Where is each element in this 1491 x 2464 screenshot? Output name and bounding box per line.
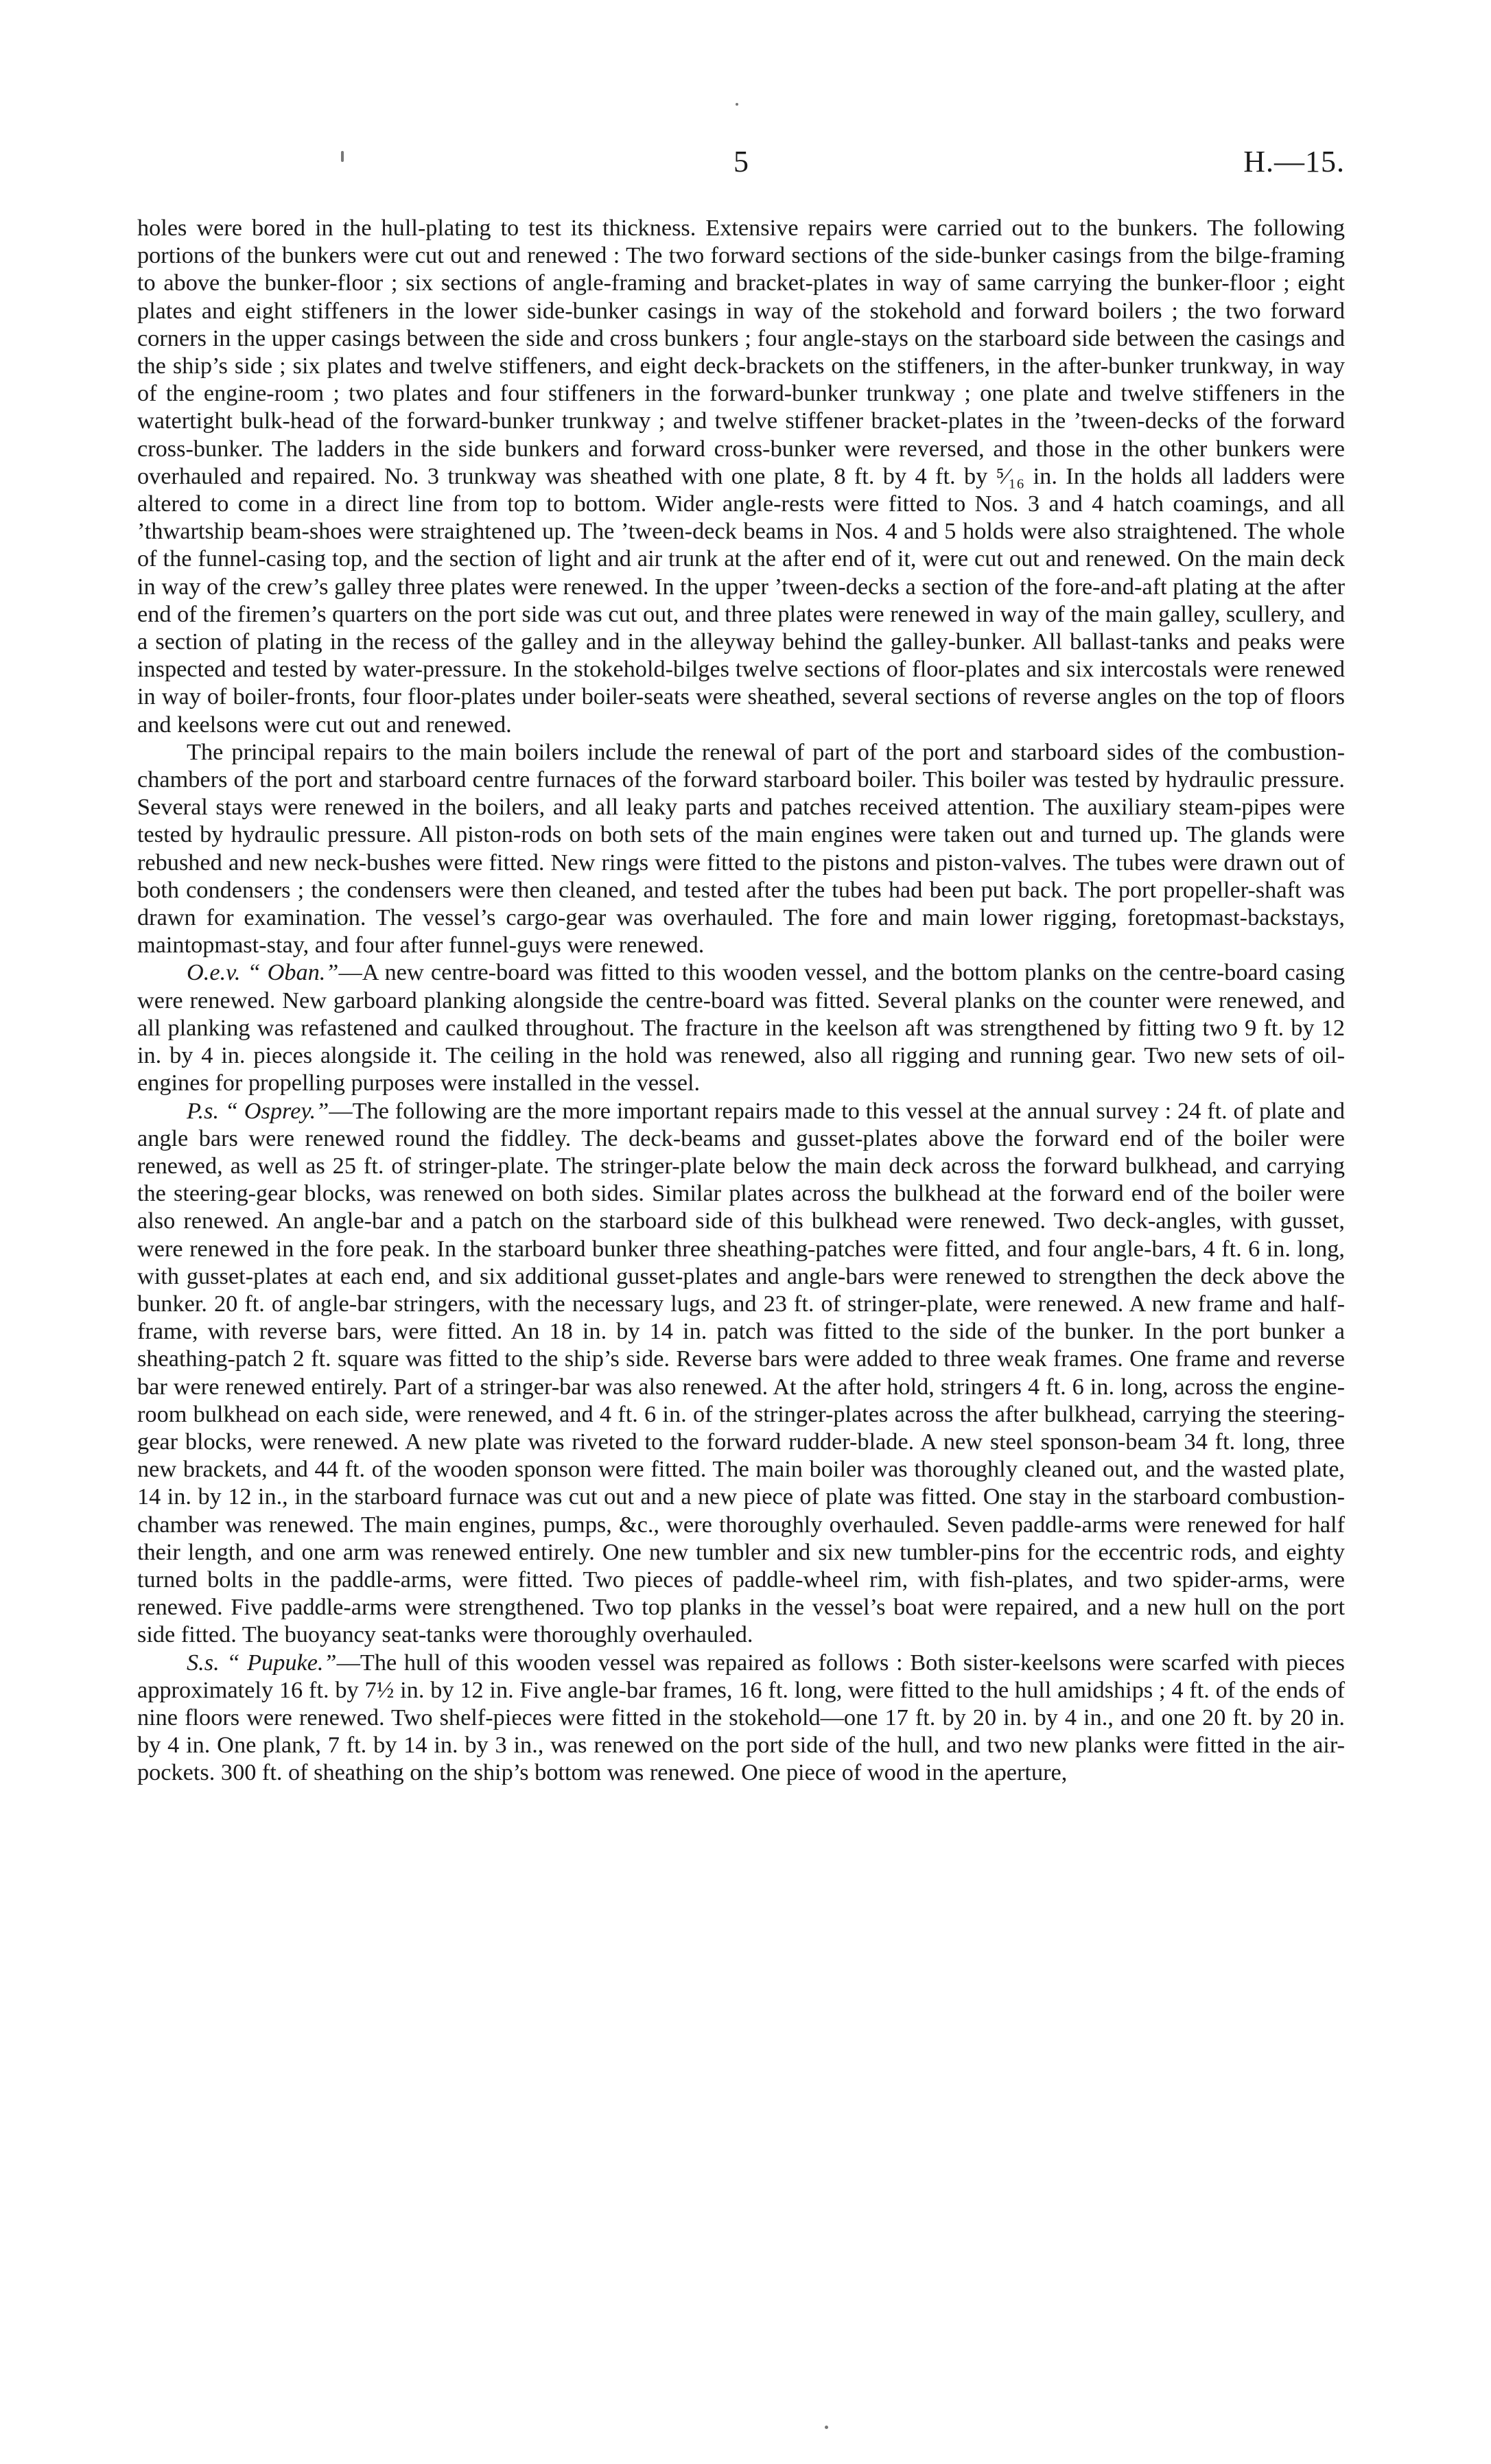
scan-speck [825,2426,828,2429]
paragraph-bunker-repairs [137,214,1345,738]
document-reference: H.—15. [1243,145,1345,178]
paragraph-text: —The hull of this wooden vessel was repaired as follows : Both sister-keelsons were scarfed with pieces approximately 16 ft. by 7½ in. by 12 in. Five angle-bar frames, 16 ft. long, were fitted to the hull amidships ; 4 ft. of the ends of nine floors were renewed. Two shelf-pieces were fitted in the stokehold—one 17 ft. by 20 in. by 4 in., and one 20 ft. by 20 in. by 4 in. One plank, 7 ft. by 14 in. by 3 in., was renewed on the port side of the hull, and two new planks were fitted in the air-pockets. 300 ft. of sheathing on the ship’s bottom was renewed. One piece of wood in the aperture, [137,1649,1345,1786]
paragraph-oban [137,959,1345,1096]
paragraph-text: The principal repairs to the main boilers include the renewal of part of the port and starboard sides of the combustion-chambers of the port and starboard centre furnaces of the forward starboard boiler. This boiler was tested by hydraulic pressure. Several stays were renewed in the boilers, and all leaky parts and patches received attention. The auxiliary steam-pipes were tested by hydraulic pressure. All piston-rods on both sets of the main engines were taken out and turned up. The glands were rebushed and new neck-bushes were fitted. New rings were fitted to the pistons and piston-valves. The tubes were drawn out of both condensers ; the condensers were then cleaned, and tested after the tubes had been put back. The port propeller-shaft was drawn for examination. The vessel’s cargo-gear was overhauled. The fore and main lower rigging, foretopmast-backstays, maintopmast-stay, and four after funnel-guys were renewed. [137,738,1345,959]
page-header [137,144,1345,185]
vessel-name-pupuke: S.s. “ Pupuke.” [187,1649,337,1676]
page-number: 5 [733,145,749,178]
scan-speck [341,151,344,162]
paragraph-pupuke [137,1649,1345,1787]
paragraph-text: —A new centre-board was fitted to this wooden vessel, and the bottom planks on the centre-board casing were renewed. New garboard planking alongside the centre-board was fitted. Several planks on the counter were renewed, and all planking was refastened and caulked throughout. The fracture in the keelson aft was strengthened by fitting two 9 ft. by 12 in. by 4 in. pieces alongside it. The ceiling in the hold was renewed, also all rigging and running gear. Two new sets of oil-engines for propelling purposes were installed in the vessel. [137,959,1345,1096]
scan-speck [736,103,738,106]
vessel-name-oban: O.e.v. “ Oban.” [187,959,339,986]
paragraph-text: —The following are the more important repairs made to this vessel at the annual survey : 24 ft. of plate and angle bars were renewed round the fiddley. The deck-beams and gusset-plates above the forward end of the boiler were renewed, as well as 25 ft. of stringer-plate. The stringer-plate below the main deck across the forward bulkhead, and carrying the steering-gear blocks, was renewed on both sides. Similar plates across the bulkhead at the forward end of the boiler were also renewed. An angle-bar and a patch on the starboard side of this bulkhead were renewed. Two deck-angles, with gusset, were renewed in the fore peak. In the starboard bunker three sheathing-patches were fitted, and four angle-bars, 4 ft. 6 in. long, with gusset-plates at each end, and six additional gusset-plates and angle-bars were renewed to strengthen the deck above the bunker. 20 ft. of angle-bar stringers, with the necessary lugs, and 23 ft. of stringer-plate, were renewed. A new frame and half-frame, with reverse bars, were fitted. An 18 in. by 14 in. patch was fitted to the side of the bunker. In the port bunker a sheathing-patch 2 ft. square was fitted to the ship’s side. Reverse bars were added to three weak frames. One frame and reverse bar were renewed entirely. Part of a stringer-bar was also renewed. At the after hold, stringers 4 ft. 6 in. long, across the engine-room bulkhead on each side, were renewed, and 4 ft. 6 in. of the stringer-plates across the after bulkhead, carrying the steering-gear blocks, were renewed. A new plate was riveted to the forward rudder-blade. A new steel sponson-beam 34 ft. long, three new brackets, and 44 ft. of the wooden sponson were fitted. The main boiler was thoroughly cleaned out, and the wasted plate, 14 in. by 12 in., in the starboard furnace was cut out and a new piece of plate was fitted. One stay in the starboard combustion-chamber was renewed. The main engines, pumps, &c., were thoroughly overhauled. Seven paddle-arms were renewed for half their length, and one arm was renewed entirely. One new tumbler and six new tumbler-pins for the eccentric rods, and eighty turned bolts in the paddle-arms, were fitted. Two pieces of paddle-wheel rim, with fish-plates, and two spider-arms, were renewed. Five paddle-arms were strengthened. Two top planks in the vessel’s boat were repaired, and a new hull on the port side fitted. The buoyancy seat-tanks were thoroughly overhauled. [137,1097,1345,1648]
paragraph-text: holes were bored in the hull-plating to test its thickness. Extensive repairs were carried out to the bunkers. The following portions of the bunkers were cut out and renewed : The two forward sections of the side-bunker casings from the bilge-framing to above the bunker-floor ; six sections of angle-framing and bracket-plates in way of same carrying the bunker-floor ; eight plates and eight stiffeners in the lower side-bunker casings in way of the stokehold and forward boilers ; the two forward corners in the upper casings between the side and cross bunkers ; four angle-stays on the starboard side between the casings and the ship’s side ; six plates and twelve stiffeners, and eight deck-brackets on the stiffeners, in the after-bunker trunkway, in way of the engine-room ; two plates and four stiffeners in the forward-bunker trunkway ; one plate and twelve stiffeners in the watertight bulk-head of the forward-bunker trunkway ; and twelve stiffener bracket-plates in the ’tween-decks of the forward cross-bunker. The ladders in the side bunkers and forward cross-bunker were reversed, and those in the other bunkers were overhauled and repaired. No. 3 trunkway was sheathed with one plate, 8 ft. by 4 ft. by ⁵⁄₁₆ in. In the holds all ladders were altered to come in a direct line from top to bottom. Wider angle-rests were fitted to Nos. 3 and 4 hatch coamings, and all ’thwartship beam-shoes were straightened up. The ’tween-deck beams in Nos. 4 and 5 holds were also straightened. The whole of the funnel-casing top, and the section of light and air trunk at the after end of it, were cut out and renewed. On the main deck in way of the crew’s galley three plates were renewed. In the upper ’tween-decks a section of the fore-and-aft plating at the after end of the firemen’s quarters on the port side was cut out, and three plates were renewed in way of the main galley, scullery, and a section of plating in the recess of the galley and in the alleyway behind the galley-bunker. All ballast-tanks and peaks were inspected and tested by water-pressure. In the stokehold-bilges twelve sections of floor-plates and six intercostals were renewed in way of boiler-fronts, four floor-plates under boiler-seats were sheathed, several sections of reverse angles on the top of floors and keelsons were cut out and renewed. [137,215,1345,738]
vessel-name-osprey: P.s. “ Osprey.” [187,1097,329,1124]
report-body [137,214,1345,1787]
paragraph-osprey [137,1097,1345,1649]
paragraph-boiler-repairs [137,738,1345,959]
